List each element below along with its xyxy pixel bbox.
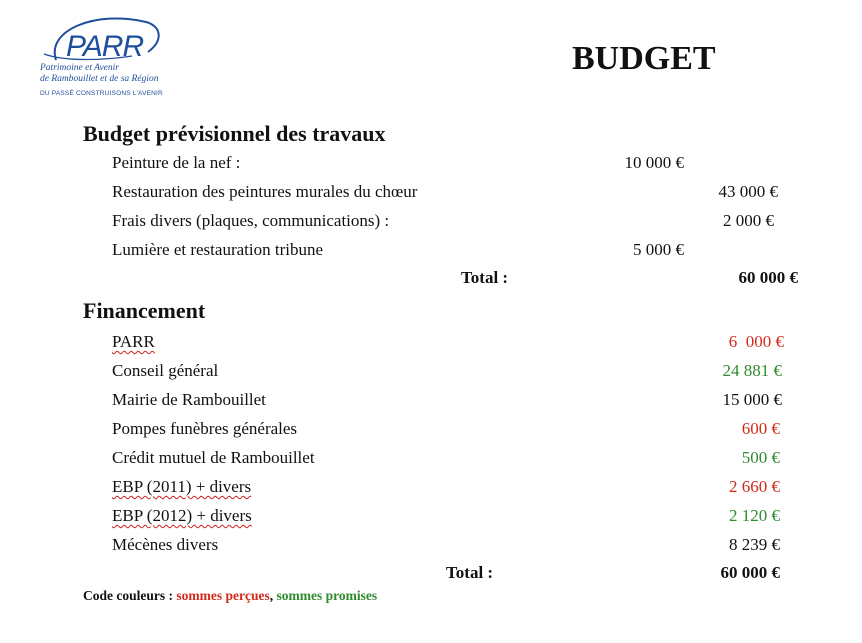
budget-total-label: Total :	[461, 268, 509, 287]
financing-item-label: Mécènes divers	[112, 535, 219, 554]
legend-received: sommes perçues	[176, 588, 270, 603]
legend-prefix: Code couleurs :	[83, 588, 177, 603]
financing-item-amount: 2 120 €	[729, 506, 780, 525]
logo-subtitle-line2: de Rambouillet et de sa Région	[40, 74, 159, 84]
financing-item-amount: 8 239 €	[729, 535, 780, 554]
financing-total-label: Total :	[446, 563, 494, 582]
spellcheck-underline: EBP (2011) + divers	[112, 477, 252, 496]
spellcheck-underline: PARR	[112, 332, 155, 351]
financing-heading: Financement	[83, 298, 206, 323]
financing-item-label: Conseil général	[112, 361, 219, 380]
financing-item-amount: 500 €	[741, 448, 780, 467]
budget-item-label: Frais divers (plaques, communications) :	[112, 211, 390, 230]
financing-item-label: Crédit mutuel de Rambouillet	[112, 448, 315, 467]
financing-item-amount: 2 660 €	[729, 477, 780, 496]
financing-item-label	[112, 477, 251, 497]
budget-item-amount: 5 000 €	[633, 240, 684, 259]
financing-item-amount: 24 881 €	[722, 361, 782, 380]
financing-item-label	[112, 506, 252, 526]
parr-logo	[36, 10, 166, 105]
logo-subtitle-line1: Patrimoine et Avenir	[40, 63, 119, 73]
spellcheck-underline: EBP (2012) + divers	[112, 506, 252, 525]
financing-item-amount: 6 000 €	[728, 332, 784, 351]
financing-item-amount: 600 €	[741, 419, 780, 438]
logo-tagline: DU PASSÉ CONSTRUISONS L'AVENIR	[40, 90, 163, 97]
logo-wordmark: PARR	[66, 30, 144, 63]
budget-item-label: Restauration des peintures murales du chœur	[112, 182, 418, 201]
budget-heading: Budget prévisionnel des travaux	[83, 121, 386, 146]
budget-item-amount: 10 000 €	[624, 153, 684, 172]
financing-total-value: 60 000 €	[720, 563, 780, 582]
financing-item-label: Pompes funèbres générales	[112, 419, 298, 438]
budget-item-label: Peinture de la nef :	[112, 153, 241, 172]
budget-total-value: 60 000 €	[738, 268, 798, 287]
legend-separator: ,	[269, 588, 277, 603]
budget-item-label: Lumière et restauration tribune	[112, 240, 323, 259]
financing-item-label	[112, 332, 155, 352]
budget-item-amount: 43 000 €	[718, 182, 778, 201]
financing-item-amount: 15 000 €	[722, 390, 782, 409]
legend-promised: sommes promises	[276, 588, 378, 603]
financing-item-label: Mairie de Rambouillet	[112, 390, 266, 409]
budget-item-amount: 2 000 €	[723, 211, 774, 230]
document-title: BUDGET	[572, 40, 716, 77]
color-legend	[83, 588, 377, 604]
